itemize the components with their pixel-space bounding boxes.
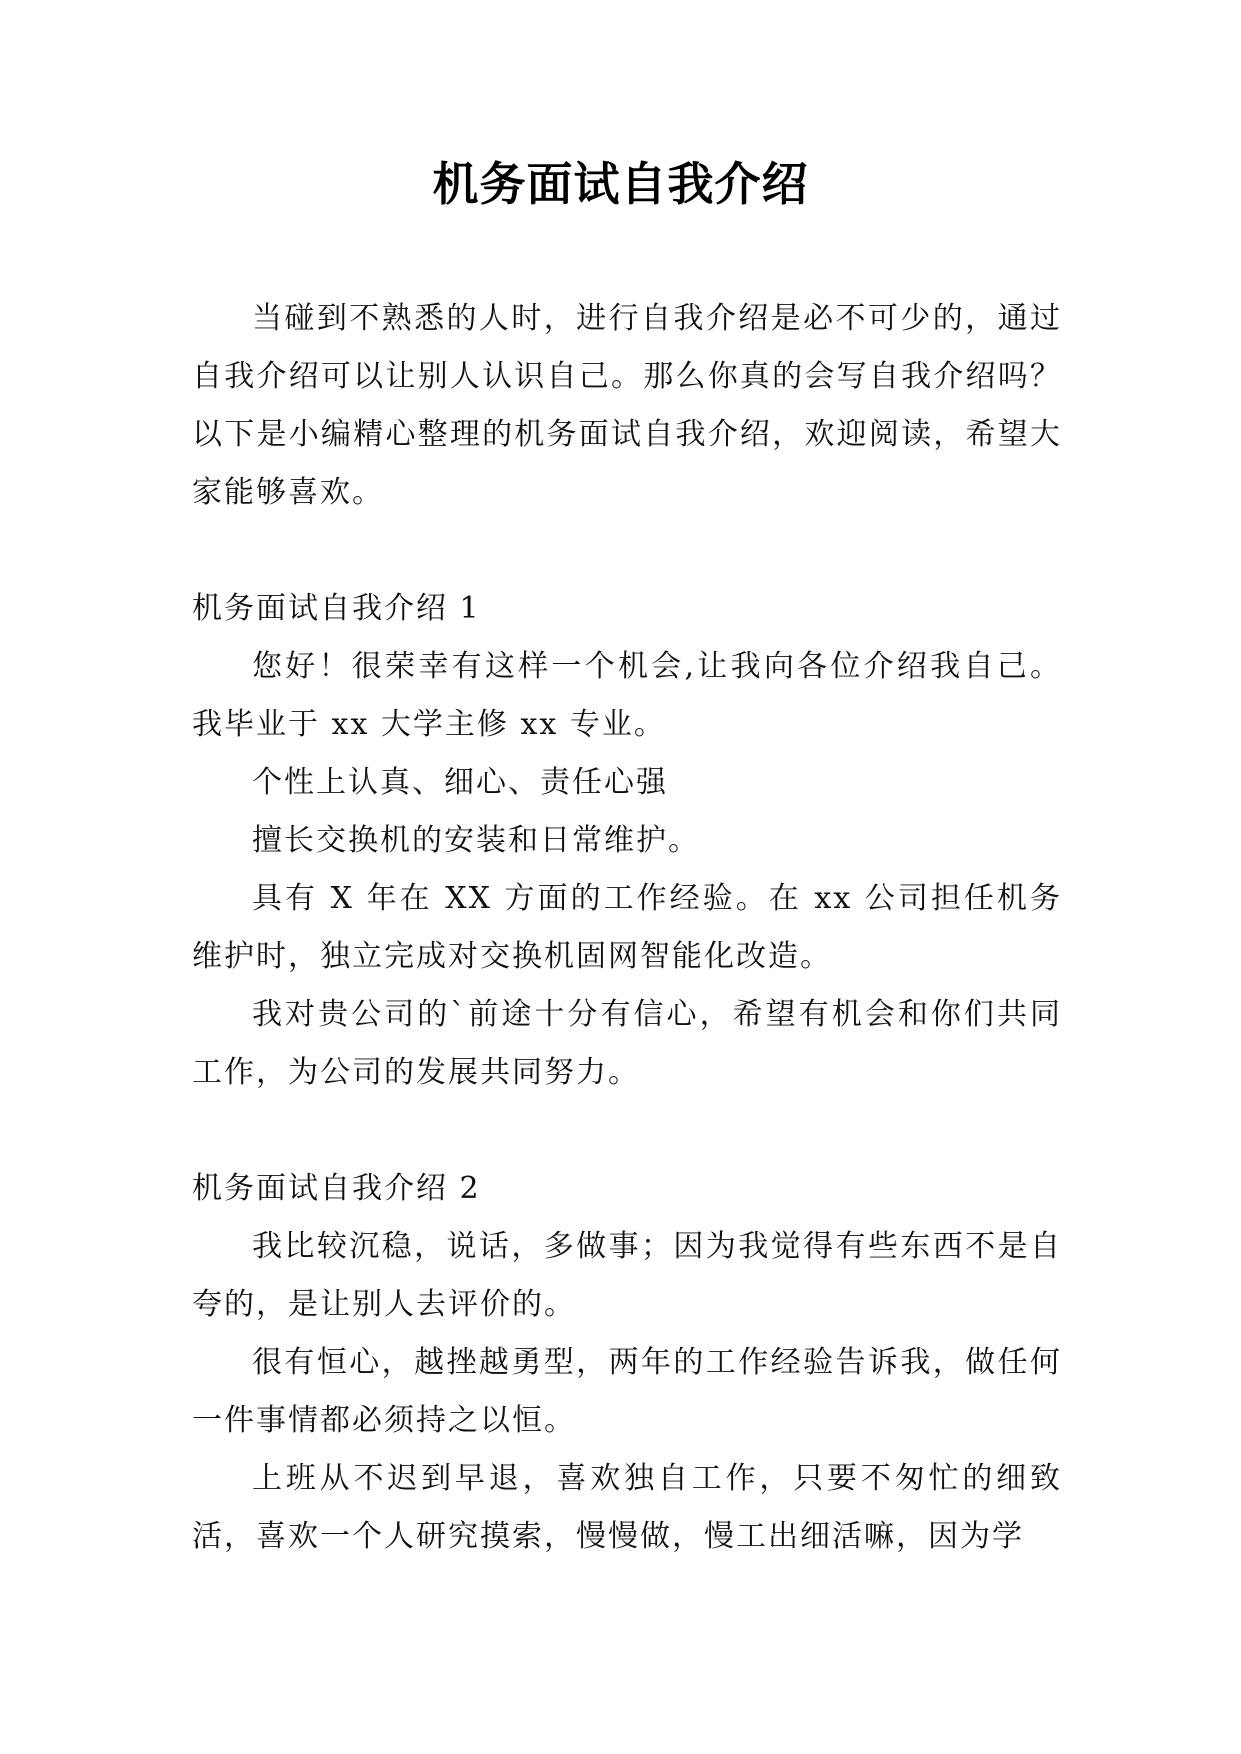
section-2-paragraph-1: 我比较沉稳，说话，多做事；因为我觉得有些东西不是自夸的，是让别人去评价的。: [192, 1229, 1062, 1322]
section-spacer: [192, 522, 1062, 580]
section-heading-2: 机务面试自我介绍 2: [192, 1171, 481, 1206]
section-1-paragraph-1: 您好！很荣幸有这样一个机会,让我向各位介绍我自己。我毕业于 xx 大学主修 xx 专业。: [192, 649, 1062, 742]
section-2-paragraph-2: 很有恒心，越挫越勇型，两年的工作经验告诉我，做任何一件事情都必须持之以恒。: [192, 1345, 1062, 1438]
intro-paragraph: 当碰到不熟悉的人时，进行自我介绍是必不可少的，通过自我介绍可以让别人认识自己。那么你真的会写自我介绍吗？以下是小编精心整理的机务面试自我介绍，欢迎阅读，希望大家能够喜欢。: [192, 301, 1062, 510]
section-spacer: [192, 1102, 1062, 1160]
document-title: 机务面试自我介绍: [432, 157, 809, 211]
section-heading-1: 机务面试自我介绍 1: [192, 591, 481, 626]
section-1-paragraph-2: 个性上认真、细心、责任心强: [252, 765, 668, 800]
section-1-paragraph-3: 擅长交换机的安装和日常维护。: [252, 823, 700, 858]
section-1-paragraph-4: 具有 X 年在 XX 方面的工作经验。在 xx 公司担任机务维护时，独立完成对交换机固网智能化改造。: [192, 881, 1062, 974]
document-body: [192, 290, 1062, 1566]
section-1-paragraph-5: 我对贵公司的`前途十分有信心，希望有机会和你们共同工作，为公司的发展共同努力。: [192, 997, 1062, 1090]
section-2-paragraph-3: 上班从不迟到早退，喜欢独自工作，只要不匆忙的细致活，喜欢一个人研究摸索，慢慢做，慢工出细活嘛，因为学: [192, 1461, 1062, 1554]
